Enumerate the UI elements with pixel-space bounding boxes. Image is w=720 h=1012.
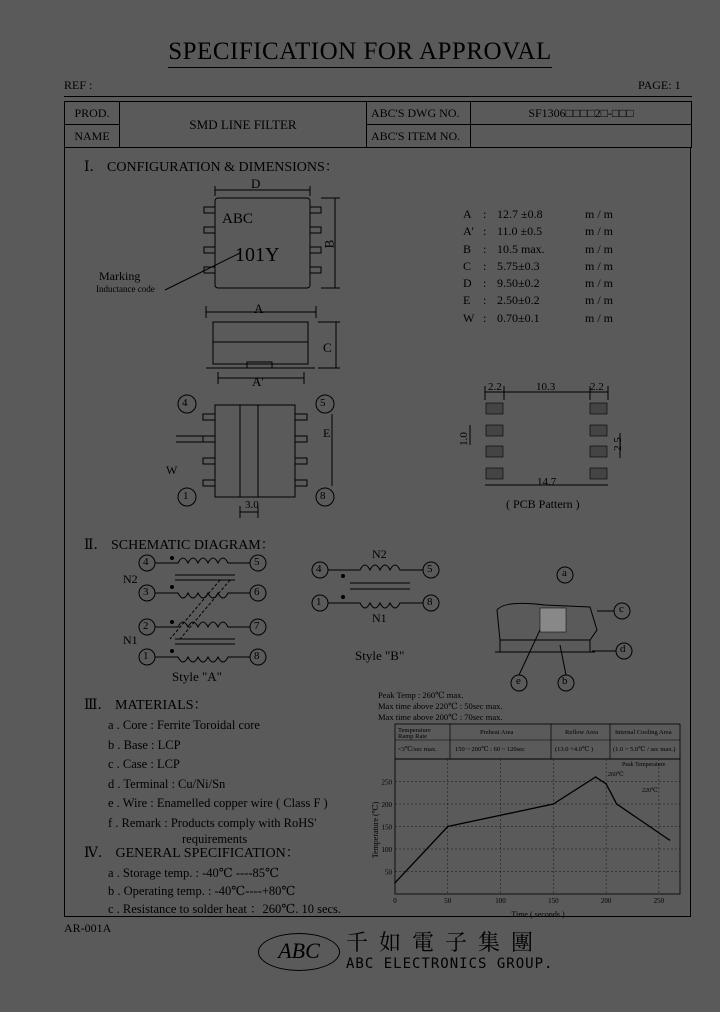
reflow-chart [360,720,690,920]
part-b: b [562,675,568,687]
dimension-row: A : 12.7 ±0.8 m / m [463,207,614,221]
zone1c-label: <3℃/sec max. [398,746,437,753]
dwg-value: SF1306□□□□2□-□□□ [471,102,692,125]
material-item: a . Core : Ferrite Toroidal core [108,718,260,732]
dwg-label: ABC'S DWG NO. [367,102,471,125]
material-item: e . Wire : Enamelled copper wire ( Class F ) [108,796,328,810]
x-tick-label: 250 [653,897,665,905]
pcb-pads [486,403,607,479]
dim-a2-label: A' [252,374,264,389]
inductance-label: Inductance code [96,284,155,294]
x-tick-label: 200 [600,897,612,905]
dim-d-label: D [251,176,261,191]
y-tick-label: 50 [385,868,392,877]
dim-30-label: 3.0 [245,499,259,511]
dim-e-label: E [323,426,331,440]
document-title: SPECIFICATION FOR APPROVAL [0,38,720,66]
dim-c-label: C [323,340,332,355]
company-chinese-name: 千 如 電 子 集 團 [346,931,535,956]
part-d: d [620,643,626,655]
dimension-row: D : 9.50±0.2 m / m [463,276,614,291]
y-axis-label: Temperature (℃) [371,801,380,859]
reflow-profile-line [395,777,669,883]
winding-pattern [540,608,566,632]
general-item: b . Operating temp. : -40℃----+80℃ [108,884,296,898]
material-item: d . Terminal : Cu/Ni/Sn [108,776,226,791]
page-label: PAGE: 1 [638,78,681,92]
marking-code: 101Y [235,244,280,266]
x-tick-label: 100 [495,897,506,905]
name-label: NAME [65,125,120,148]
section-schematic: Ⅱ． SCHEMATIC DIAGRAM： [84,538,275,553]
part-a: a [562,567,567,579]
dim-b-label: B [321,239,337,249]
sch-b-n2: N2 [372,547,387,561]
abc-logo: ABC [258,933,340,971]
dimension-list [463,206,613,327]
plot-area [395,759,680,894]
sch-a-pin-5: 5 [254,556,260,568]
materials-list [108,716,328,845]
pin-5: 5 [320,397,326,409]
profile-point [669,839,671,841]
sch-a-pin-4: 4 [143,556,149,568]
pcb-height: 1.0 [457,432,470,446]
reflow-note: Max time above 200℃ : 70sec max. [378,712,503,722]
general-item: c . Resistance to solder heat ：260℃. 10 secs. [108,902,342,916]
chart-ticks [382,779,665,906]
marking-abc: ABC [222,211,253,227]
pcb-caption: ( PCB Pattern ) [506,497,580,511]
pcb-total: 14.7 [537,476,557,488]
section-general: Ⅳ． GENERAL SPECIFICATION： [84,846,300,861]
dimension-row: B : 10.5 max. m / m [463,241,614,256]
profile-point [595,776,597,778]
zone1b-label: Ramp Rate [398,733,428,740]
sch-a-n1: N1 [123,633,138,647]
dimension-row: A' : 11.0 ±0.5 m / m [463,224,614,239]
pcb-left: 2.2 [488,381,502,393]
zone4b-label: (1.0 ~ 5.0℃ / sec max.) [613,746,676,753]
sch-a-pin-6: 6 [254,586,260,598]
item-label: ABC'S ITEM NO. [367,125,471,148]
dim-a-label: A [254,301,264,316]
profile-point [553,803,555,805]
sch-b-n1: N1 [372,611,387,625]
sch-a-pin-1: 1 [143,650,149,662]
general-list [108,864,341,918]
pin-4: 4 [182,397,188,409]
company-name: ABC ELECTRONICS GROUP. [346,956,554,972]
sch-b-pin-5: 5 [427,563,433,575]
dimension-row: C : 5.75±0.3 m / m [463,258,614,273]
sch-b-pin-1: 1 [316,596,322,608]
x-axis-label: Time ( seconds ) [511,910,565,919]
part-c: c [619,603,624,615]
x-tick-label: 150 [548,897,559,905]
sch-a-pin-7: 7 [254,620,260,632]
material-item: b . Base : LCP [108,737,181,752]
sch-b-pin-8: 8 [427,596,433,608]
sch-a-n2: N2 [123,572,138,586]
style-a-label: Style "A" [172,669,222,684]
peak-annotation-temp: 260℃ [608,772,624,778]
temp220-annotation: 220℃ [642,788,658,794]
sch-a-pin-8: 8 [254,650,260,662]
prod-label: PROD. [65,102,120,125]
y-tick-label: 200 [381,801,392,809]
pin-1: 1 [183,490,189,502]
peak-annotation: Peak Temperature [622,762,666,768]
y-tick-label: 250 [381,778,392,787]
doc-code: AR-001A [64,921,112,935]
reflow-notes [378,690,502,723]
x-tick-label: 0 [393,897,397,905]
chart-grid [395,759,680,894]
profile-point [616,803,618,805]
profile-point [447,826,449,828]
dimension-row: E : 2.50±0.2 m / m [463,293,614,308]
y-tick-label: 150 [381,823,392,832]
material-item: c . Case : LCP [108,757,180,771]
material-item: requirements [182,832,248,846]
profile-point [605,783,607,785]
y-tick-label: 100 [381,846,392,854]
zone2-label: Preheat Area [480,729,514,736]
pin-8: 8 [320,490,326,502]
part-e: e [516,675,521,687]
reflow-note: Max time above 220℃ : 50sec max. [378,701,503,711]
section-materials: Ⅲ． MATERIALS： [84,698,208,713]
zone3-label: Reflow Area [565,729,599,736]
x-tick-label: 50 [444,897,452,905]
pcb-mid: 10.3 [536,381,556,393]
zone2b-label: 150 ~ 200℃ : 60 ~ 120sec [455,746,525,753]
general-item: a . Storage temp. : -40℃ ----85℃ [108,866,279,880]
profile-point [394,882,396,884]
reflow-note: Peak Temp : 260℃ max. [378,690,464,700]
style-b-label: Style "B" [355,648,405,663]
zone4-label: Internal Cooling Area [615,729,672,736]
zone3b-label: (13.0 +4.0℃ ) [555,746,594,753]
sch-a-pin-2: 2 [143,620,149,632]
material-item: f . Remark : Products comply with RoHS' [108,815,317,830]
pcb-right: 2.2 [590,381,604,393]
ref-label: REF : [64,78,93,92]
pcb-pitch: 2.5 [611,437,624,451]
marking-label: Marking [99,269,141,283]
product-name: SMD LINE FILTER [120,102,367,148]
dim-w-label: W [166,463,178,477]
dimension-row: W : 0.70±0.1 m / m [463,310,614,325]
sch-b-pin-4: 4 [316,563,322,575]
section-config: Ⅰ． CONFIGURATION & DIMENSIONS： [84,160,339,175]
sch-a-pin-3: 3 [143,586,149,598]
zone1-label: Temperature [398,727,431,734]
